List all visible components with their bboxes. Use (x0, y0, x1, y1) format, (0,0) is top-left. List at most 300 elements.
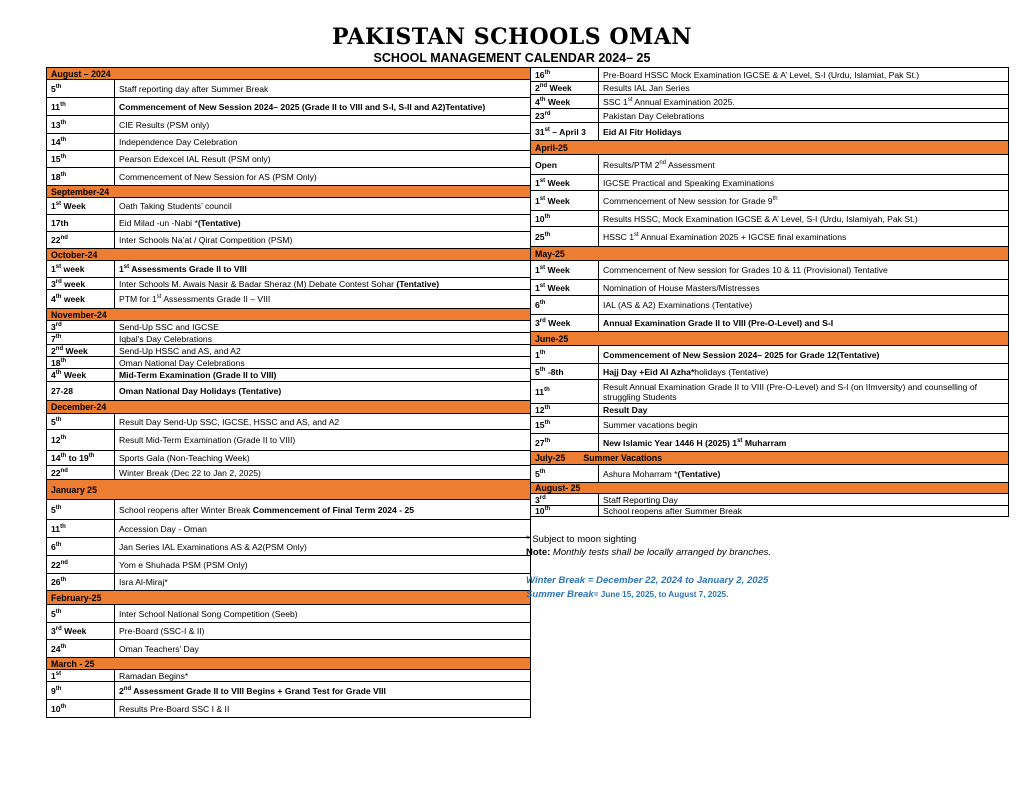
event-text-wrap (603, 350, 879, 360)
event-cell (599, 68, 1009, 82)
event-cell (599, 506, 1009, 517)
date-text: 1 (535, 177, 540, 188)
event-text-wrap (119, 505, 253, 515)
date-text: 2 (51, 345, 56, 356)
date-text: 4 (51, 370, 56, 380)
month-header-cell (531, 247, 1009, 261)
date-cell (47, 682, 115, 700)
month-label: August – 2024 (51, 68, 111, 79)
date-text: 18 (51, 357, 61, 368)
month-header-row (531, 247, 1009, 261)
table-row (47, 640, 531, 658)
table-row (47, 623, 531, 640)
date-text-2: Week (545, 282, 570, 293)
event-text-wrap (603, 438, 786, 448)
date-text-2: to 19 (66, 453, 89, 463)
event-text: Annual Examination Grade II to VIII (Pre-O-Level) and S-I (603, 318, 834, 328)
event-cell (115, 520, 531, 538)
date-suffix: th (544, 231, 551, 238)
date-text: 5 (51, 416, 56, 427)
month-header-row (47, 186, 531, 198)
winter-break-text: Winter Break = December 22, 2024 to January 2, 2025 (526, 575, 769, 586)
event-text: CIE Results (PSM only) (119, 119, 210, 130)
event-cell (599, 465, 1009, 483)
date-cell (47, 500, 115, 520)
event-cell (115, 670, 531, 682)
date-text: 5 (535, 468, 540, 479)
event-text-wrap (603, 318, 833, 328)
event-text-wrap (119, 577, 168, 587)
event-text-wrap (119, 542, 307, 552)
month-header-row (47, 249, 531, 261)
event-text-wrap (119, 218, 198, 228)
event-text-wrap (119, 435, 295, 445)
event-cell (599, 191, 1009, 211)
date-suffix: th (539, 96, 546, 103)
month-header-cell (47, 249, 531, 261)
event-text: Jan Series IAL Examinations AS & A2(PSM Only) (119, 541, 307, 552)
page-subtitle: SCHOOL MANAGEMENT CALENDAR 2024– 25 (373, 51, 651, 65)
event-cell (599, 417, 1009, 434)
date-suffix: st (539, 282, 546, 289)
table-row (47, 500, 531, 520)
table-row (531, 364, 1009, 380)
event-suffix: th (772, 195, 778, 202)
event-text-wrap (603, 469, 678, 479)
date-suffix: st (539, 265, 546, 271)
event-text-wrap (603, 506, 742, 516)
month-label: June-25 (535, 333, 569, 344)
date-cell (47, 574, 115, 591)
table-row (47, 261, 531, 278)
date-suffix: th (60, 523, 66, 530)
month-label: April-25 (535, 142, 568, 153)
event-text: Results IAL Jan Series (603, 83, 690, 93)
month-header-row (531, 141, 1009, 155)
event-text: Iqbal’s Day Celebrations (119, 333, 212, 344)
event-cell (599, 364, 1009, 380)
event-text-wrap (603, 382, 977, 402)
event-text: Nomination of House Masters/Mistresses (603, 282, 760, 293)
monthly-tests-note (526, 547, 1006, 558)
date-cell (47, 290, 115, 309)
event-text-wrap (603, 97, 735, 107)
event-text: Independence Day Celebration (119, 137, 238, 147)
event-text: 1 (119, 264, 124, 274)
summer-break-label: Summer Break (526, 589, 594, 600)
date-cell (47, 261, 115, 278)
month-label: February-25 (51, 592, 102, 603)
event-text: SSC 1 (603, 96, 628, 107)
moon-sighting-note: * Subject to moon sighting (526, 534, 637, 545)
date-cell (47, 116, 115, 134)
event-cell (115, 98, 531, 116)
table-row (47, 345, 531, 357)
event-text: New Islamic Year 1446 H (2025) 1 (603, 437, 738, 448)
event-text-2: Muharram (742, 437, 787, 448)
date-text: 10 (535, 506, 545, 516)
date-suffix: th (60, 643, 67, 650)
table-row (531, 417, 1009, 434)
month-header-row (47, 658, 531, 670)
table-row (47, 98, 531, 116)
event-text: Commencement of New session for Grade 9 (603, 195, 773, 206)
date-suffix: th (55, 333, 62, 340)
date-cell (47, 215, 115, 232)
event-text: Inter Schools Na’at / Qirat Competition (PSM) (119, 235, 293, 245)
note-text: Monthly tests shall be locally arranged by branches. (550, 547, 772, 558)
date-text-2: week (61, 278, 86, 289)
date-text: 3 (535, 318, 540, 328)
event-text: Oman Teachers’ Day (119, 643, 199, 654)
date-text: 1 (51, 264, 56, 274)
date-suffix: th (60, 435, 67, 441)
table-row (531, 68, 1009, 82)
event-cell (599, 82, 1009, 95)
date-suffix: rd (55, 278, 62, 285)
table-row (47, 290, 531, 309)
calendar-table-right (530, 67, 1009, 517)
event-text: School reopens after Winter Break (119, 504, 253, 515)
table-row (531, 175, 1009, 191)
event-text: Pakistan Day Celebrations (603, 110, 705, 121)
date-suffix: st (544, 126, 550, 133)
event-text: Commencement of New session for Grades 10 & 11 (Provisional) Tentative (603, 265, 888, 275)
event-text-wrap (119, 102, 485, 112)
event-cell (115, 333, 531, 345)
event-text-wrap (119, 84, 268, 94)
date-suffix: th (55, 504, 62, 511)
date-suffix: th (539, 366, 546, 373)
date-suffix: th (60, 453, 67, 459)
table-row (531, 95, 1009, 109)
date-cell (531, 191, 599, 211)
table-row (531, 227, 1009, 247)
event-text: Yom e Shuhada PSM (PSM Only) (119, 559, 248, 570)
event-text-wrap (603, 232, 846, 242)
date-text: Open (535, 159, 557, 170)
table-row (531, 404, 1009, 417)
event-text: Isra Al-Miraj* (119, 577, 168, 587)
event-cell (115, 466, 531, 480)
date-text: 22 (51, 559, 61, 570)
month-header-cell (531, 483, 1009, 494)
date-suffix: th (539, 349, 546, 356)
date-text: 2 (535, 83, 540, 93)
event-cell (599, 123, 1009, 141)
date-cell (531, 123, 599, 141)
date-text-2: Week (545, 177, 570, 188)
date-text: 12 (51, 435, 61, 445)
table-row (531, 109, 1009, 123)
event-text: School reopens after Summer Break (603, 506, 742, 516)
month-label: January 25 (51, 484, 97, 495)
date-cell (47, 80, 115, 98)
date-suffix: th (60, 577, 67, 583)
event-text-wrap (603, 420, 698, 430)
event-cell (599, 155, 1009, 175)
event-text: Summer vacations begin (603, 420, 698, 430)
date-cell (531, 315, 599, 332)
event-text: Ramadan Begins* (119, 670, 189, 681)
date-text-2: week (61, 294, 85, 304)
date-text-2: Week (545, 96, 571, 107)
event-cell (115, 623, 531, 640)
event-text-wrap (119, 524, 207, 534)
table-row (47, 333, 531, 345)
date-suffix: th (544, 69, 551, 76)
event-text: Oman National Day Celebrations (119, 357, 245, 368)
table-row (47, 670, 531, 682)
event-text: PTM for 1 (119, 294, 157, 304)
date-cell (47, 640, 115, 658)
event-text-wrap (603, 495, 678, 505)
date-cell (47, 168, 115, 186)
date-cell (531, 506, 599, 517)
date-text: 12 (535, 405, 545, 415)
month-header-row (531, 483, 1009, 494)
date-cell (531, 82, 599, 95)
date-text: 11 (535, 386, 545, 397)
date-cell (47, 520, 115, 538)
date-text-2: Week (547, 83, 572, 93)
event-text-wrap (119, 453, 250, 463)
event-text-2: Annual Examination 2025 + IGCSE final examinations (638, 231, 847, 242)
date-suffix: nd (60, 467, 68, 474)
event-text-wrap (603, 265, 888, 275)
date-cell (531, 380, 599, 404)
event-cell (115, 134, 531, 151)
event-text-wrap (119, 334, 212, 344)
date-cell (47, 278, 115, 290)
event-text: Oath Taking Students’ council (119, 201, 232, 211)
event-cell (115, 451, 531, 466)
event-text-2: Assessment (666, 159, 715, 170)
date-suffix: th (60, 154, 67, 160)
event-text: Result Day Send-Up SSC, IGCSE, HSSC and AS, and A2 (119, 416, 340, 427)
date-suffix: th (55, 608, 62, 615)
date-suffix: nd (60, 559, 68, 566)
table-row (47, 605, 531, 623)
page-title: PAKISTAN SCHOOLS OMAN (331, 24, 693, 50)
event-text: Ashura Moharram * (603, 468, 678, 479)
event-text-wrap (119, 201, 232, 211)
event-text-bold: (Tentative) (197, 218, 241, 228)
event-cell (115, 198, 531, 215)
event-text-wrap (603, 214, 918, 224)
table-row (47, 80, 531, 98)
event-text-wrap (119, 686, 386, 696)
event-text: Winter Break (Dec 22 to Jan 2, 2025) (119, 467, 261, 478)
event-cell (599, 280, 1009, 296)
event-text-wrap (603, 405, 647, 415)
table-row (531, 465, 1009, 483)
table-row (47, 556, 531, 574)
date-text-2: Week (545, 265, 570, 275)
event-suffix: st (123, 264, 130, 270)
event-text: Send-Up SSC and IGCSE (119, 321, 219, 332)
event-cell (115, 278, 531, 290)
date-suffix: st (55, 264, 62, 270)
date-suffix: th (60, 171, 67, 178)
table-row (47, 538, 531, 556)
date-text: 6 (535, 300, 540, 310)
event-cell (599, 175, 1009, 191)
event-cell (599, 380, 1009, 404)
table-row (47, 215, 531, 232)
event-text-wrap (119, 322, 219, 332)
event-text: Mid-Term Examination (Grade II to VIII) (119, 370, 277, 380)
table-row (47, 369, 531, 382)
date-text: 27-28 (51, 386, 73, 396)
event-text-bold: (Tentative) (677, 468, 721, 479)
date-text: 26 (51, 577, 61, 587)
event-text-2: Annual Examination 2025. (632, 96, 735, 107)
month-header-cell (47, 186, 531, 198)
month-header-cell (531, 141, 1009, 155)
event-text-wrap (603, 300, 752, 310)
date-cell (47, 605, 115, 623)
date-text: 14 (51, 137, 61, 147)
event-cell (599, 434, 1009, 452)
event-text-wrap (119, 609, 298, 619)
date-text: 11 (51, 101, 61, 112)
month-header-cell (531, 332, 1009, 346)
date-text: 5 (51, 504, 56, 515)
event-text: Eid Al Fitr Holidays (603, 126, 682, 137)
table-row (531, 494, 1009, 506)
date-suffix: nd (539, 83, 548, 89)
event-cell (115, 369, 531, 382)
event-text-wrap (119, 417, 339, 427)
date-text: 25 (535, 231, 545, 242)
date-text: 4 (51, 294, 56, 304)
date-cell (47, 556, 115, 574)
event-text-wrap (119, 154, 271, 164)
table-row (47, 116, 531, 134)
date-suffix: st (55, 201, 62, 207)
event-text-wrap (603, 160, 715, 170)
table-row (47, 321, 531, 333)
event-text-wrap (119, 279, 396, 289)
date-suffix: th (544, 437, 551, 444)
event-cell (599, 95, 1009, 109)
date-cell (531, 280, 599, 296)
date-cell (47, 670, 115, 682)
event-text: Commencement of New Session 2024– 2025 (Grade II to VIII and S-I, S-II and A2)Tentative) (119, 101, 486, 112)
event-cell (115, 500, 531, 520)
month-label: October-24 (51, 249, 98, 260)
date-cell (47, 700, 115, 718)
date-text: 11 (51, 523, 61, 534)
date-cell (47, 430, 115, 451)
event-text-wrap (119, 358, 245, 368)
date-text: 10 (51, 703, 61, 714)
date-suffix: rd (55, 321, 62, 328)
date-suffix: th (55, 370, 62, 376)
month-label: August- 25 (535, 483, 581, 493)
date-text: 1 (535, 195, 540, 206)
date-text: 7 (51, 333, 56, 344)
event-text: Result Day (603, 405, 648, 415)
table-row (47, 574, 531, 591)
event-cell (115, 357, 531, 369)
event-cell (599, 346, 1009, 364)
event-cell (115, 261, 531, 278)
date-cell (47, 333, 115, 345)
date-cell (47, 623, 115, 640)
event-cell (115, 605, 531, 623)
date-suffix: th (544, 506, 551, 512)
date-cell (47, 98, 115, 116)
month-header-row (531, 452, 1009, 465)
date-suffix: th (55, 685, 62, 692)
month-header-cell (47, 658, 531, 670)
event-cell (599, 261, 1009, 280)
table-row (531, 506, 1009, 517)
table-row (47, 466, 531, 480)
event-text-wrap (603, 196, 778, 206)
event-text-wrap (119, 235, 292, 245)
event-text: Oman National Day Holidays (Tentative) (119, 386, 282, 396)
event-text: Send-Up HSSC and AS, and A2 (119, 345, 241, 356)
table-row (47, 451, 531, 466)
event-cell (599, 227, 1009, 247)
event-text-wrap (603, 111, 704, 121)
date-text-2: Week (61, 626, 87, 636)
calendar-table-left (46, 67, 531, 718)
date-text-2: Week (61, 201, 86, 211)
date-text: 22 (51, 467, 61, 478)
date-cell (531, 465, 599, 483)
date-text: 5 (51, 608, 56, 619)
event-text: IAL (AS & A2) Examinations (Tentative) (603, 300, 753, 310)
month-header-cell (47, 480, 531, 500)
month-header-row (47, 591, 531, 605)
event-text: Accession Day - Oman (119, 523, 207, 534)
event-text: Results HSSC, Mock Examination IGCSE & A’ Level, S-I (Urdu, Islamiyah, Pak St.) (603, 213, 918, 224)
month-label: July-25 (535, 453, 566, 463)
event-text-wrap (603, 178, 774, 188)
event-cell (115, 556, 531, 574)
date-text: 24 (51, 643, 61, 654)
date-suffix: st (539, 177, 546, 184)
event-text: HSSC 1 (603, 231, 635, 242)
date-text-2: Week (545, 195, 570, 206)
date-text: 31 (535, 126, 545, 137)
table-row (531, 380, 1009, 404)
event-suffix: st (627, 96, 633, 103)
event-text: Commencement of New Session 2024– 2025 for Grade 12(Tentative) (603, 349, 880, 360)
month-header-row (47, 401, 531, 414)
date-text: 15 (51, 154, 61, 164)
date-suffix: th (60, 357, 67, 364)
event-text-wrap (119, 346, 241, 356)
event-text-wrap (119, 264, 247, 274)
event-cell (115, 640, 531, 658)
event-text: Results Pre-Board SSC I & II (119, 703, 230, 714)
event-text-wrap (119, 671, 188, 681)
date-text: 1 (535, 282, 540, 293)
date-suffix: th (544, 386, 550, 393)
event-text-bold: (Tentative) (396, 278, 440, 289)
month-label: November-24 (51, 309, 107, 320)
event-cell (115, 151, 531, 168)
date-suffix: rd (55, 626, 62, 632)
date-suffix: rd (539, 318, 546, 324)
date-text-2: week (61, 264, 85, 274)
event-cell (599, 404, 1009, 417)
